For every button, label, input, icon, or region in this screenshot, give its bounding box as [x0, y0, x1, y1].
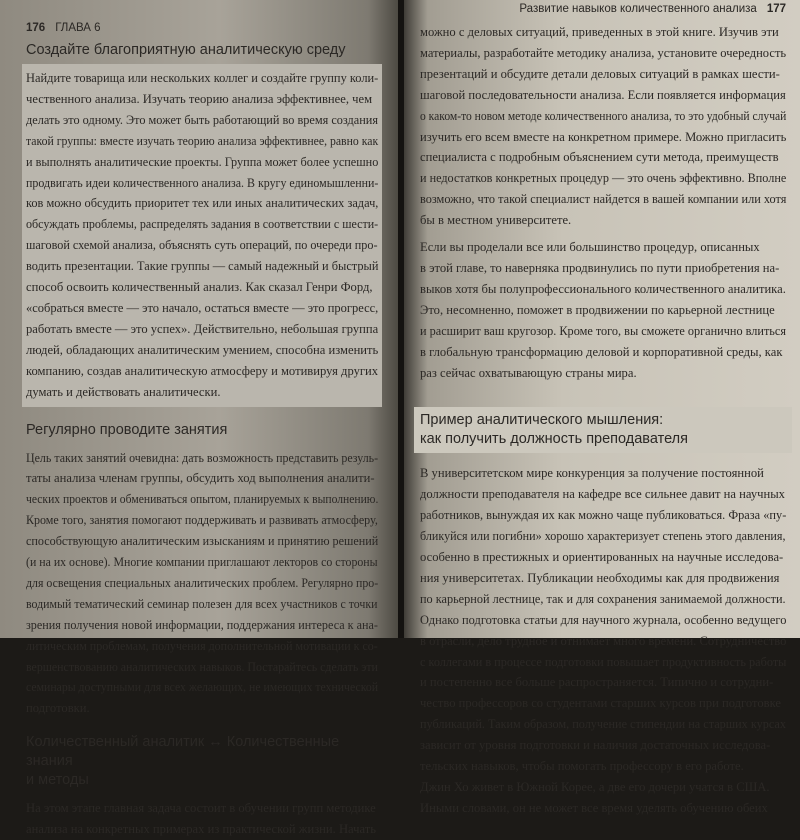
text-line: Найдите товарища или нескольких коллег и создайте группу коли-: [26, 71, 379, 85]
text-line: делать это одному. Это может быть работающий во время создания: [26, 112, 379, 127]
text-line: чественного анализа. Изучать теорию анализа эффективнее, чем: [26, 91, 373, 106]
heading-example: [414, 407, 792, 453]
text-line: публикаций. Таким образом, получение стипендии на старших курсах: [420, 717, 786, 732]
right-running-head: [420, 3, 786, 15]
text-line: специалиста с подробным объяснением сути метода, преимуществ: [420, 150, 779, 165]
heading-example-line: как получить должность преподавателя: [420, 431, 688, 448]
text-line: ков можно обсудить приоритет тех или иных аналитических задач,: [26, 196, 379, 211]
text-line: бликуйся или погибни» хорошо характеризует степень этого давления,: [420, 529, 786, 544]
para-quant-analyst: [26, 798, 378, 840]
text-line: выков хотя бы полупрофессионального количественного аналитика.: [420, 281, 786, 296]
heading-example-line: Пример аналитического мышления:: [420, 412, 664, 429]
right-chapter-title: Развитие навыков количественного анализа: [519, 3, 757, 15]
text-line: и недостатков конкретных процедур — это очень эффективно. Вполне: [420, 171, 787, 186]
text-line: о каком-то новом методе количественного анализа, то это удобный случай: [420, 108, 787, 123]
text-line: На этом этапе главная задача состоит в обучении групп методике: [26, 801, 376, 816]
para-regular-sessions: [26, 448, 378, 720]
text-line: возможно, что такой специалист найдется в вашей компании или хотя: [420, 192, 787, 207]
para-continue: [420, 22, 786, 231]
heading-quant-analyst: [26, 733, 378, 790]
text-line: Цель таких занятий очевидна: дать возможность представить резуль-: [26, 450, 379, 465]
text-line: продвигать идеи количественного анализа. В кругу единомышленни-: [26, 175, 379, 190]
text-line: презентаций и обсудите детали деловых ситуаций в рамках шести-: [420, 66, 780, 81]
para-summary: [420, 237, 786, 383]
text-line: зрения получения новой информации, поддержания интереса к ана-: [26, 617, 378, 632]
heading-analytic-environment: Создайте благоприятную аналитическую среду: [26, 42, 346, 58]
text-line: для освещения специальных аналитических проблем. Регулярно про-: [26, 575, 379, 590]
text-line: с коллегами в процессе подготовки повышает продуктивность работы: [420, 654, 787, 669]
left-page: [0, 0, 400, 837]
heading-quant-analyst-line: и методы: [26, 772, 89, 789]
text-line: материалы, разработайте методику анализа, установите очередность: [420, 45, 787, 60]
text-line: Если вы проделали все или большинство процедур, описанных: [420, 240, 760, 255]
text-line: В университетском мире конкуренция за получение постоянной: [420, 466, 764, 481]
text-line: работников, вынуждая их как можно чаще публиковаться. Фраза «пу-: [420, 508, 787, 523]
text-line: в отрасли, дело трудное и отнимает много времени. Сотрудничество: [420, 633, 787, 648]
text-line: семинары доступными для всех желающих, не имеющих технической: [26, 680, 379, 695]
text-line: компанию, создав аналитическую атмосферу и мотивируя других: [26, 363, 379, 378]
text-line: шаговой последовательности анализа. Если появляется информация: [420, 87, 786, 102]
text-line: Это, несомненно, поможет в продвижении по карьерной лестнице: [420, 302, 775, 317]
text-line: водимый тематический семинар полезен для всех участников с точки: [26, 596, 378, 611]
text-line: (и на их основе). Многие компании приглашают лекторов со стороны: [26, 555, 378, 570]
text-line: способствующую аналитическим изысканиям и принятию решений: [26, 534, 379, 549]
para-analytic-environment: [22, 64, 382, 407]
right-page-number: 177: [766, 3, 786, 15]
text-line: и постепенно все больше распространяется. Типично и сотрудни-: [420, 675, 774, 690]
left-page-number: 176: [26, 22, 46, 34]
text-line: особенно в престижных и ориентированных на научные исследова-: [420, 550, 784, 565]
text-line: таты анализа членам группы, обсудить ход выполнения аналити-: [26, 471, 375, 486]
text-line: ческих проектов и обмениваться опытом, планируемых к выполнению.: [26, 492, 379, 507]
text-line: тельских навыков, чтобы помогать профессору в его работе.: [420, 759, 744, 774]
text-line: Однако подготовка статьи для научного журнала, особенно ведущего: [420, 612, 787, 627]
text-line: способ освоить количественный анализ. Как сказал Генри Форд,: [26, 280, 373, 295]
text-line: ния университетах. Публикации необходимы как для продвижения: [420, 570, 780, 585]
text-line: шаговой схемой анализа, объяснять суть операций, по очереди про-: [26, 238, 378, 253]
text-line: работать вместе — это успех». Действительно, небольшая группа: [26, 321, 379, 336]
text-line: подготовки.: [26, 701, 90, 716]
text-line: обсуждать проблемы, распределять задания в соответствии с шести-: [26, 217, 379, 232]
text-line: водить презентации. Такие группы — самый надежный и быстрый: [26, 259, 379, 274]
text-line: можно с деловых ситуаций, приведенных в этой книге. Изучив эти: [420, 25, 779, 39]
text-line: вершенствованию аналитических навыков. Постарайтесь сделать эти: [26, 659, 378, 674]
text-line: Джин Хо живет в Южной Корее, а две его дочери учатся в США.: [420, 780, 770, 794]
text-line: в глобальную трансформацию деловой и корпоративной среды, как: [420, 344, 783, 359]
text-line: и выполнять аналитические проекты. Группа может более успешно: [26, 154, 379, 169]
text-line: по карьерной лестнице, так и для сохранения занимаемой должности.: [420, 591, 786, 606]
text-line: литическим проблемам, получения дополнительной мотивации к со-: [26, 638, 378, 653]
heading-quant-analyst-line: Количественный аналитик ↔ Количественные знания: [26, 734, 340, 770]
left-chapter-label: ГЛАВА 6: [55, 22, 101, 34]
text-line: анализа на конкретных примерах из практической жизни. Начать: [26, 822, 376, 837]
text-line: бы в местном университете.: [420, 213, 572, 228]
text-line: раз сейчас охватывающую страны мира.: [420, 365, 637, 380]
left-running-head: [26, 22, 378, 34]
text-line: должности преподавателя на кафедре все сильнее давит на научных: [420, 487, 785, 502]
para-example: [420, 463, 786, 818]
text-line: зависит от уровня подготовки и наличия достаточных исследова-: [420, 738, 771, 753]
text-line: такой группы: вместе изучать теорию анализа эффективнее, равно как: [26, 133, 379, 148]
heading-regular-sessions: Регулярно проводите занятия: [26, 421, 228, 438]
text-line: в этой главе, то наверняка продвинулись по пути приобретения на-: [420, 260, 780, 275]
text-line: Кроме того, занятия помогают поддерживать и развивать атмосферу,: [26, 513, 378, 528]
text-line: думать и действовать аналитически.: [26, 384, 221, 399]
right-page: [404, 0, 800, 815]
text-line: чество профессоров со студентами старших курсов при подготовке: [420, 696, 781, 711]
text-line: Иными словами, он не может все время уделять обучению обеих: [420, 800, 768, 815]
text-line: «собраться вместе — это начало, остаться вместе — это прогресс,: [26, 300, 379, 315]
text-line: и расширит ваш кругозор. Кроме того, вы сможете органично влиться: [420, 323, 786, 338]
text-line: изучить его всем вместе на конкретном примере. Можно пригласить: [420, 129, 787, 144]
text-line: людей, обладающих аналитическим умением, способна изменить: [26, 342, 379, 357]
